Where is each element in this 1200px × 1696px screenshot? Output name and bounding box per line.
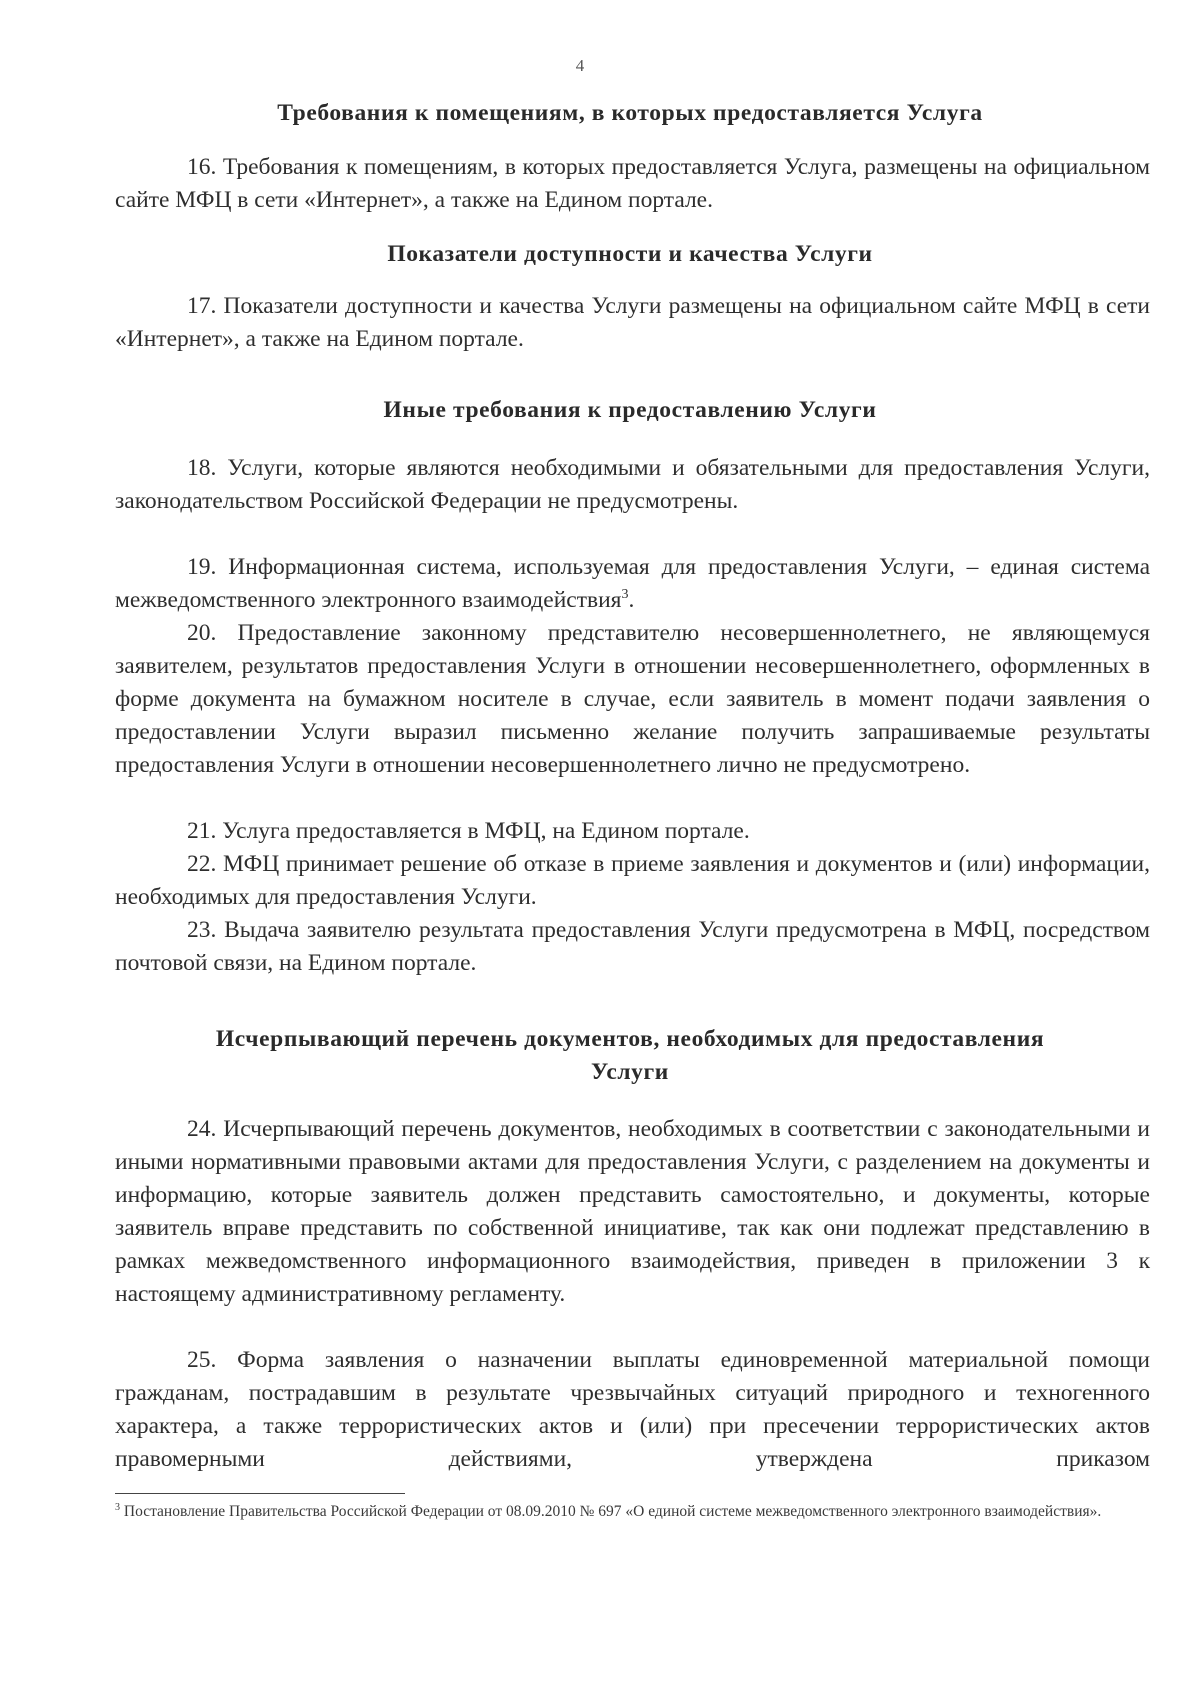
page-number: 4 — [575, 56, 585, 75]
paragraph-16: 16. Требования к помещениям, в которых предоставляется Услуга, размещены на официальном сайте МФЦ в сети «Интернет», а также на Едином портале. — [115, 154, 1150, 213]
section-heading-documents-list — [110, 1023, 1150, 1089]
footnote — [115, 1500, 1150, 1524]
paragraph-24: 24. Исчерпывающий перечень документов, необходимых в соответствии с законодательными и иными нормативными правовыми актами для предоставления Услуги, с разделением на документы и информацию, которые заявитель должен представить самостоятельно, и документы, которые заявитель вправе представить по собственной инициативе, так как они подлежат представлению в рамках межведомственного информационного взаимодействия, приведен в приложении 3 к настоящему административному регламенту. — [115, 1116, 1150, 1307]
footnote-text: Постановление Правительства Российской Федерации от 08.09.2010 № 697 «О единой системе межведомственного электронного взаимодействия». — [120, 1503, 1102, 1520]
section-heading-documents-line1: Исчерпывающий перечень документов, необходимых для предоставления — [215, 1026, 1045, 1052]
footnote-reference: 3 — [621, 587, 629, 603]
paragraph-21: 21. Услуга предоставляется в МФЦ, на Едином портале. — [187, 818, 750, 844]
footnote-separator — [115, 1493, 405, 1494]
section-heading-premises: Требования к помещениям, в которых предоставляется Услуга — [277, 100, 983, 126]
footnote-marker: 3 — [115, 1501, 120, 1513]
section-heading-other-requirements: Иные требования к предоставлению Услуги — [383, 397, 877, 423]
paragraph-18: 18. Услуги, которые являются необходимыми и обязательными для предоставления Услуги, законодательством Российской Федерации не предусмотрены. — [115, 455, 1150, 514]
paragraph-19-text: 19. Информационная система, используемая для предоставления Услуги, – единая система межведомственного электронного взаимодействия — [115, 554, 1150, 613]
paragraph-22: 22. МФЦ принимает решение об отказе в приеме заявления и документов и (или) информации, необходимых для предоставления Услуги. — [115, 851, 1150, 910]
paragraph-19 — [115, 551, 1150, 617]
paragraph-20: 20. Предоставление законному представителю несовершеннолетнего, не являющемуся заявителем, результатов предоставления Услуги в отношении несовершеннолетнего, оформленных в форме документа на бумажном носителе в случае, если заявитель в момент подачи заявления о предоставлении Услуги выразил письменно желание получить запрашиваемые результаты предоставления Услуги в отношении несовершеннолетнего лично не предусмотрено. — [115, 620, 1150, 778]
paragraph-17: 17. Показатели доступности и качества Услуги размещены на официальном сайте МФЦ в сети «Интернет», а также на Едином портале. — [115, 293, 1150, 352]
section-heading-documents-line2: Услуги — [591, 1059, 669, 1085]
paragraph-19-end: . — [628, 587, 635, 613]
paragraph-25: 25. Форма заявления о назначении выплаты единовременной материальной помощи гражданам, пострадавшим в результате чрезвычайных ситуаций природного и техногенного характера, а также террористических актов и (или) при пресечении террористических актов правомерными действиями, утверждена приказом — [115, 1347, 1150, 1472]
section-heading-accessibility: Показатели доступности и качества Услуги — [387, 241, 873, 267]
paragraph-23: 23. Выдача заявителю результата предоставления Услуги предусмотрена в МФЦ, посредством почтовой связи, на Едином портале. — [115, 917, 1150, 976]
